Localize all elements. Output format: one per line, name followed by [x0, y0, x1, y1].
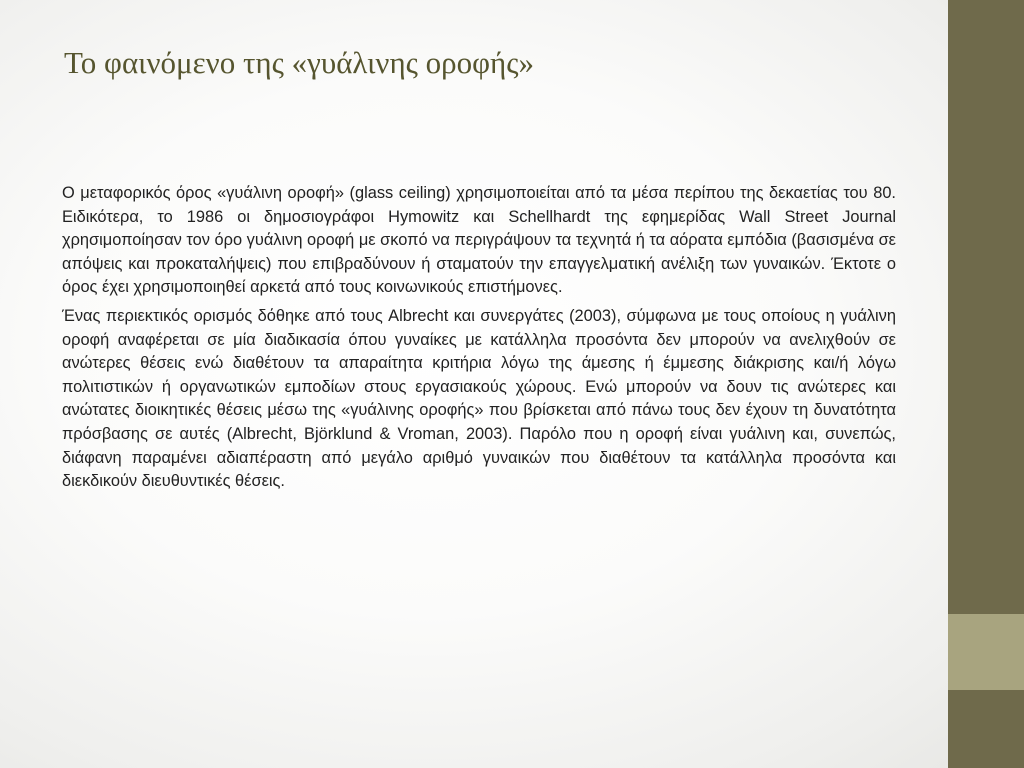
body-paragraph-2: Ένας περιεκτικός ορισμός δόθηκε από τους Albrecht και συνεργάτες (2003), σύμφωνα με τους οποίους η γυάλινη οροφή αναφέρεται σε μία διαδικασία όπου γυναίκες με κατάλληλα προσόντα δεν μπορούν να ανελιχθούν σε ανώτερες θέσεις ενώ διαθέτουν τα απαραίτητα κριτήρια λόγω της άμεσης ή έμμεσης διάκρισης και/ή λόγω πολιτιστικών ή οργανωτικών εμποδίων στους εργασιακούς χώρους. Ενώ μπορούν να δουν τις ανώτερες και ανώτατες διοικητικές θέσεις μέσω της «γυάλινης οροφής» που βρίσκεται από πάνω τους δεν έχουν τη δυνατότητα πρόσβασης σε αυτές (Albrecht, Björklund & Vroman, 2003). Παρόλο που η οροφή είναι γυάλινη και, συνεπώς, διάφανη παραμένει αδιαπέραστη από μεγάλο αριθμό γυναικών που διαθέτουν τα κατάλληλα προσόντα και διεκδικούν διευθυντικές θέσεις.	[62, 306, 896, 491]
decorative-sidebar	[948, 0, 1024, 768]
sidebar-accent-block	[948, 614, 1024, 690]
slide-title: Το φαινόμενο της «γυάλινης οροφής»	[64, 45, 535, 80]
body-paragraph-1: Ο μεταφορικός όρος «γυάλινη οροφή» (glass ceiling) χρησιμοποιείται από τα μέσα περίπου της δεκαετίας του 80. Ειδικότερα, το 1986 οι δημοσιογράφοι Hymowitz και Schellhardt της εφημερίδας Wall Street Journal χρησιμοποίησαν τον όρο γυάλινη οροφή με σκοπό να περιγράψουν τα τεχνητά ή τα αόρατα εμπόδια (βασισμένα σε απόψεις και προκαταλήψεις) που επιβραδύνουν ή σταματούν την επαγγελματική ανέλιξη των γυναικών. Έκτοτε ο όρος έχει χρησιμοποιηθεί αρκετά από τους κοινωνικούς επιστήμονες.	[62, 184, 896, 297]
sidebar-dark-block-top	[948, 0, 1024, 614]
sidebar-dark-block-bottom	[948, 690, 1024, 768]
slide-body	[62, 182, 896, 499]
